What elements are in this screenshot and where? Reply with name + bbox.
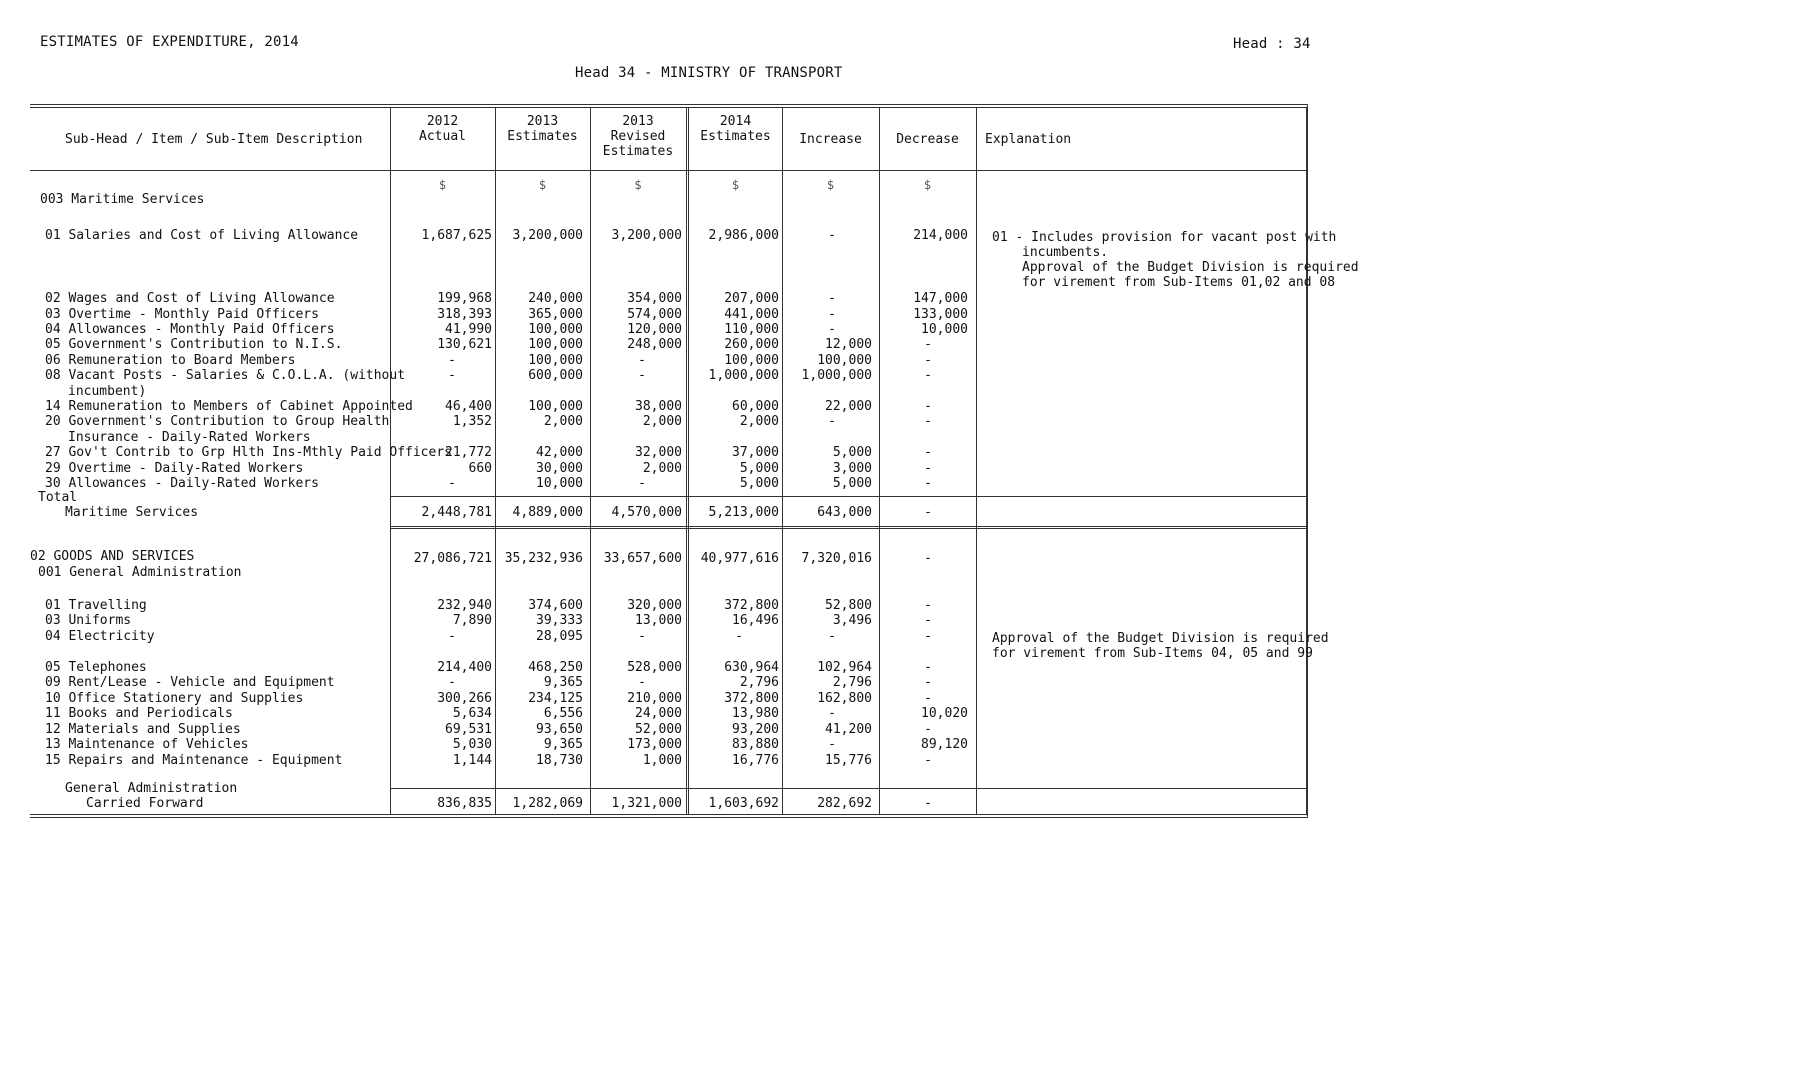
section-head-value-e: 35,232,936 bbox=[504, 551, 583, 566]
total-description: Maritime Services bbox=[65, 505, 199, 520]
line-item-value-r: 32,000 bbox=[635, 445, 682, 460]
currency-label: $ bbox=[634, 178, 642, 192]
line-item-value-d: 10,000 bbox=[921, 322, 968, 337]
col-divider bbox=[390, 108, 391, 814]
line-item-value-r: 320,000 bbox=[627, 598, 682, 613]
line-item-value-r: 120,000 bbox=[627, 322, 682, 337]
estimates-table bbox=[30, 104, 1359, 818]
line-item-value-e: 30,000 bbox=[536, 461, 583, 476]
total-value-d: - bbox=[924, 505, 932, 520]
line-item-description: 02 Wages and Cost of Living Allowance bbox=[45, 291, 335, 306]
line-item-value-i: 41,200 bbox=[825, 722, 872, 737]
line-item-description: 15 Repairs and Maintenance - Equipment bbox=[45, 753, 343, 768]
section-title: 003 Maritime Services bbox=[40, 192, 205, 207]
line-item-value-a: - bbox=[448, 675, 456, 690]
line-item-value-i: 3,000 bbox=[832, 461, 872, 476]
col-header-description: Sub-Head / Item / Sub-Item Description bbox=[65, 132, 363, 147]
line-item-value-r: 248,000 bbox=[627, 337, 682, 352]
line-item-value-a: 300,266 bbox=[437, 691, 492, 706]
line-item-description: 09 Rent/Lease - Vehicle and Equipment bbox=[45, 675, 335, 690]
line-item-value-r: 13,000 bbox=[635, 613, 682, 628]
section-rule bbox=[390, 526, 1306, 529]
currency-label: $ bbox=[826, 178, 835, 192]
line-item-description: 04 Electricity bbox=[45, 629, 155, 644]
carried-forward-label: Carried Forward bbox=[86, 796, 204, 811]
line-item-value-a: - bbox=[448, 353, 456, 368]
line-item-value-i: 15,776 bbox=[825, 753, 872, 768]
line-item-value-e: 100,000 bbox=[528, 353, 583, 368]
line-item-description: 08 Vacant Posts - Salaries & C.O.L.A. (without bbox=[45, 368, 406, 383]
carried-forward-value-r: 1,321,000 bbox=[611, 796, 682, 811]
carried-forward-value-d: - bbox=[924, 796, 932, 811]
line-item-value-d: - bbox=[924, 598, 932, 613]
line-item-value-r: - bbox=[638, 353, 646, 368]
line-item-value-a: 1,687,625 bbox=[421, 228, 492, 243]
line-item-value-r: 210,000 bbox=[627, 691, 682, 706]
document-title: ESTIMATES OF EXPENDITURE, 2014 bbox=[40, 34, 299, 50]
line-item-value-a: 7,890 bbox=[452, 613, 492, 628]
line-item-value-i: 2,796 bbox=[832, 675, 872, 690]
line-item-value-d: 133,000 bbox=[913, 307, 968, 322]
section-head-value-a: 27,086,721 bbox=[413, 551, 492, 566]
line-item-value-a: - bbox=[448, 476, 456, 491]
line-item-value-n: 16,496 bbox=[732, 613, 779, 628]
line-item-value-n: 372,800 bbox=[724, 691, 779, 706]
line-item-value-d: - bbox=[924, 629, 932, 644]
line-item-description: 01 Salaries and Cost of Living Allowance bbox=[45, 228, 359, 243]
line-item-value-n: 372,800 bbox=[724, 598, 779, 613]
line-item-value-d: 10,020 bbox=[921, 706, 968, 721]
line-item-value-n: 2,796 bbox=[739, 675, 779, 690]
line-item-value-d: - bbox=[924, 660, 932, 675]
line-item-value-a: 41,990 bbox=[445, 322, 492, 337]
line-item-description: 03 Overtime - Monthly Paid Officers bbox=[45, 307, 319, 322]
line-item-value-n: 260,000 bbox=[724, 337, 779, 352]
line-item-value-i: 162,800 bbox=[817, 691, 872, 706]
line-item-value-r: 52,000 bbox=[635, 722, 682, 737]
line-item-value-n: 2,000 bbox=[739, 414, 779, 429]
line-item-value-d: - bbox=[924, 613, 932, 628]
line-item-value-a: 232,940 bbox=[437, 598, 492, 613]
line-item-value-e: 3,200,000 bbox=[512, 228, 583, 243]
line-item-value-e: 39,333 bbox=[536, 613, 583, 628]
line-item-value-n: 2,986,000 bbox=[708, 228, 779, 243]
line-item-description: 05 Telephones bbox=[45, 660, 147, 675]
line-item-value-a: 21,772 bbox=[445, 445, 492, 460]
line-item-value-e: 468,250 bbox=[528, 660, 583, 675]
line-item-value-n: 207,000 bbox=[724, 291, 779, 306]
total-rule bbox=[390, 496, 1306, 497]
total-label: Total bbox=[38, 490, 78, 505]
line-item-value-d: - bbox=[924, 675, 932, 690]
line-item-value-r: - bbox=[638, 675, 646, 690]
line-item-value-a: - bbox=[448, 368, 456, 383]
line-item-value-e: 374,600 bbox=[528, 598, 583, 613]
section-head-value-n: 40,977,616 bbox=[700, 551, 779, 566]
col-header-2013-revised: 2013 Revised Estimates bbox=[602, 114, 674, 159]
currency-label: $ bbox=[538, 178, 547, 192]
col-header-decrease: Decrease bbox=[896, 132, 959, 147]
line-item-value-e: 100,000 bbox=[528, 399, 583, 414]
line-item-value-r: - bbox=[638, 368, 646, 383]
line-item-value-a: 5,030 bbox=[452, 737, 492, 752]
carried-forward-label: General Administration bbox=[65, 781, 238, 796]
line-item-description: 06 Remuneration to Board Members bbox=[45, 353, 296, 368]
line-item-value-a: 318,393 bbox=[437, 307, 492, 322]
line-item-value-n: 110,000 bbox=[724, 322, 779, 337]
col-header-increase: Increase bbox=[799, 132, 862, 147]
line-item-value-e: 42,000 bbox=[536, 445, 583, 460]
carried-forward-value-i: 282,692 bbox=[817, 796, 872, 811]
line-item-value-e: 28,095 bbox=[536, 629, 583, 644]
line-item-value-n: 37,000 bbox=[732, 445, 779, 460]
line-item-value-d: - bbox=[924, 445, 932, 460]
line-item-value-e: 2,000 bbox=[543, 414, 583, 429]
line-item-value-r: - bbox=[638, 476, 646, 491]
line-item-description: 27 Gov't Contrib to Grp Hlth Ins-Mthly Paid Officers bbox=[45, 445, 452, 460]
line-item-value-e: 600,000 bbox=[528, 368, 583, 383]
line-item-value-i: - bbox=[828, 629, 836, 644]
line-item-value-i: 22,000 bbox=[825, 399, 872, 414]
line-item-value-i: 5,000 bbox=[832, 445, 872, 460]
explanation-text: Approval of the Budget Division is required bbox=[992, 631, 1329, 646]
line-item-value-a: 1,352 bbox=[452, 414, 492, 429]
carried-forward-rule bbox=[390, 788, 1306, 789]
explanation-text: Approval of the Budget Division is required bbox=[1022, 260, 1359, 275]
line-item-value-n: 13,980 bbox=[732, 706, 779, 721]
col-header-2013-estimates: 2013 Estimates bbox=[507, 114, 578, 144]
line-item-description: 30 Allowances - Daily-Rated Workers bbox=[45, 476, 319, 491]
line-item-value-i: 52,800 bbox=[825, 598, 872, 613]
line-item-description: 05 Government's Contribution to N.I.S. bbox=[45, 337, 343, 352]
line-item-description: 01 Travelling bbox=[45, 598, 147, 613]
explanation-text: for virement from Sub-Items 01,02 and 08 bbox=[1022, 275, 1336, 290]
line-item-value-d: - bbox=[924, 399, 932, 414]
line-item-value-e: 9,365 bbox=[543, 737, 583, 752]
col-header-2014-estimates: 2014 Estimates bbox=[700, 114, 771, 144]
line-item-value-e: 100,000 bbox=[528, 337, 583, 352]
subsection-title: 001 General Administration bbox=[38, 565, 242, 580]
line-item-value-i: 12,000 bbox=[825, 337, 872, 352]
line-item-value-d: - bbox=[924, 337, 932, 352]
carried-forward-value-e: 1,282,069 bbox=[512, 796, 583, 811]
line-item-value-i: 1,000,000 bbox=[801, 368, 872, 383]
line-item-value-e: 240,000 bbox=[528, 291, 583, 306]
line-item-value-d: - bbox=[924, 414, 932, 429]
line-item-description: 11 Books and Periodicals bbox=[45, 706, 233, 721]
col-header-2012-actual: 2012 Actual bbox=[419, 114, 466, 144]
line-item-value-r: 574,000 bbox=[627, 307, 682, 322]
line-item-description: 12 Materials and Supplies bbox=[45, 722, 241, 737]
line-item-value-e: 10,000 bbox=[536, 476, 583, 491]
line-item-description: 04 Allowances - Monthly Paid Officers bbox=[45, 322, 335, 337]
line-item-description: 03 Uniforms bbox=[45, 613, 132, 628]
line-item-value-r: 2,000 bbox=[642, 414, 682, 429]
line-item-value-a: 46,400 bbox=[445, 399, 492, 414]
line-item-value-r: 173,000 bbox=[627, 737, 682, 752]
line-item-description-cont: Insurance - Daily-Rated Workers bbox=[68, 429, 311, 445]
line-item-value-e: 365,000 bbox=[528, 307, 583, 322]
line-item-description: 20 Government's Contribution to Group Health bbox=[45, 414, 390, 429]
line-item-value-a: 214,400 bbox=[437, 660, 492, 675]
line-item-value-d: 89,120 bbox=[921, 737, 968, 752]
line-item-value-n: 60,000 bbox=[732, 399, 779, 414]
explanation-text: for virement from Sub-Items 04, 05 and 99 bbox=[992, 646, 1313, 661]
line-item-description: 10 Office Stationery and Supplies bbox=[45, 691, 304, 706]
line-item-value-e: 18,730 bbox=[536, 753, 583, 768]
explanation-text: 01 - Includes provision for vacant post with bbox=[992, 230, 1337, 245]
line-item-description-cont: incumbent) bbox=[68, 383, 147, 399]
line-item-value-r: 1,000 bbox=[642, 753, 682, 768]
line-item-value-n: 16,776 bbox=[732, 753, 779, 768]
total-value-e: 4,889,000 bbox=[512, 505, 583, 520]
line-item-value-e: 9,365 bbox=[543, 675, 583, 690]
line-item-value-a: 199,968 bbox=[437, 291, 492, 306]
line-item-value-r: 2,000 bbox=[642, 461, 682, 476]
line-item-value-a: - bbox=[448, 629, 456, 644]
currency-label: $ bbox=[923, 178, 932, 192]
line-item-value-n: 1,000,000 bbox=[708, 368, 779, 383]
line-item-value-i: - bbox=[828, 228, 836, 243]
line-item-description: 29 Overtime - Daily-Rated Workers bbox=[45, 461, 304, 476]
line-item-value-r: 3,200,000 bbox=[611, 228, 682, 243]
line-item-value-n: 5,000 bbox=[739, 476, 779, 491]
line-item-value-a: 69,531 bbox=[445, 722, 492, 737]
line-item-value-n: 441,000 bbox=[724, 307, 779, 322]
line-item-value-d: - bbox=[924, 753, 932, 768]
line-item-value-i: - bbox=[828, 322, 836, 337]
line-item-value-n: 5,000 bbox=[739, 461, 779, 476]
line-item-value-d: 214,000 bbox=[913, 228, 968, 243]
line-item-value-d: - bbox=[924, 461, 932, 476]
line-item-value-n: 93,200 bbox=[732, 722, 779, 737]
line-item-value-r: 354,000 bbox=[627, 291, 682, 306]
line-item-value-i: 3,496 bbox=[832, 613, 872, 628]
total-value-a: 2,448,781 bbox=[421, 505, 492, 520]
line-item-value-n: - bbox=[735, 629, 743, 644]
currency-label: $ bbox=[731, 178, 740, 192]
line-item-value-r: 38,000 bbox=[635, 399, 682, 414]
line-item-value-d: - bbox=[924, 722, 932, 737]
line-item-value-a: 130,621 bbox=[437, 337, 492, 352]
line-item-value-a: 5,634 bbox=[452, 706, 492, 721]
line-item-value-i: 102,964 bbox=[817, 660, 872, 675]
line-item-value-i: - bbox=[828, 307, 836, 322]
line-item-value-e: 6,556 bbox=[543, 706, 583, 721]
line-item-value-d: - bbox=[924, 368, 932, 383]
line-item-value-d: 147,000 bbox=[913, 291, 968, 306]
section-head-value-r: 33,657,600 bbox=[603, 551, 682, 566]
line-item-value-a: 660 bbox=[468, 461, 492, 476]
total-value-i: 643,000 bbox=[817, 505, 872, 520]
line-item-value-a: 1,144 bbox=[452, 753, 492, 768]
line-item-value-r: - bbox=[638, 629, 646, 644]
header-rule bbox=[30, 170, 1306, 171]
currency-label: $ bbox=[438, 178, 447, 192]
line-item-value-r: 528,000 bbox=[627, 660, 682, 675]
line-item-value-i: 100,000 bbox=[817, 353, 872, 368]
explanation-text: incumbents. bbox=[1022, 245, 1109, 260]
line-item-value-e: 93,650 bbox=[536, 722, 583, 737]
section-title: 02 GOODS AND SERVICES bbox=[30, 549, 195, 564]
carried-forward-value-a: 836,835 bbox=[437, 796, 492, 811]
line-item-value-i: 5,000 bbox=[832, 476, 872, 491]
total-value-r: 4,570,000 bbox=[611, 505, 682, 520]
line-item-value-n: 630,964 bbox=[724, 660, 779, 675]
line-item-value-i: - bbox=[828, 737, 836, 752]
line-item-value-r: 24,000 bbox=[635, 706, 682, 721]
total-value-n: 5,213,000 bbox=[708, 505, 779, 520]
section-head-value-i: 7,320,016 bbox=[801, 551, 872, 566]
col-divider bbox=[976, 108, 977, 814]
carried-forward-value-n: 1,603,692 bbox=[708, 796, 779, 811]
line-item-value-i: - bbox=[828, 706, 836, 721]
line-item-description: 13 Maintenance of Vehicles bbox=[45, 737, 249, 752]
line-item-value-d: - bbox=[924, 691, 932, 706]
line-item-value-e: 234,125 bbox=[528, 691, 583, 706]
line-item-description: 14 Remuneration to Members of Cabinet Appointed bbox=[45, 399, 413, 414]
col-header-explanation: Explanation bbox=[985, 132, 1072, 147]
line-item-value-i: - bbox=[828, 291, 836, 306]
line-item-value-n: 83,880 bbox=[732, 737, 779, 752]
line-item-value-d: - bbox=[924, 353, 932, 368]
ministry-heading: Head 34 - MINISTRY OF TRANSPORT bbox=[575, 65, 843, 81]
line-item-value-n: 100,000 bbox=[724, 353, 779, 368]
line-item-value-d: - bbox=[924, 476, 932, 491]
head-number: Head : 34 bbox=[1233, 36, 1311, 52]
section-head-value-d: - bbox=[924, 551, 932, 566]
line-item-value-i: - bbox=[828, 414, 836, 429]
line-item-value-e: 100,000 bbox=[528, 322, 583, 337]
